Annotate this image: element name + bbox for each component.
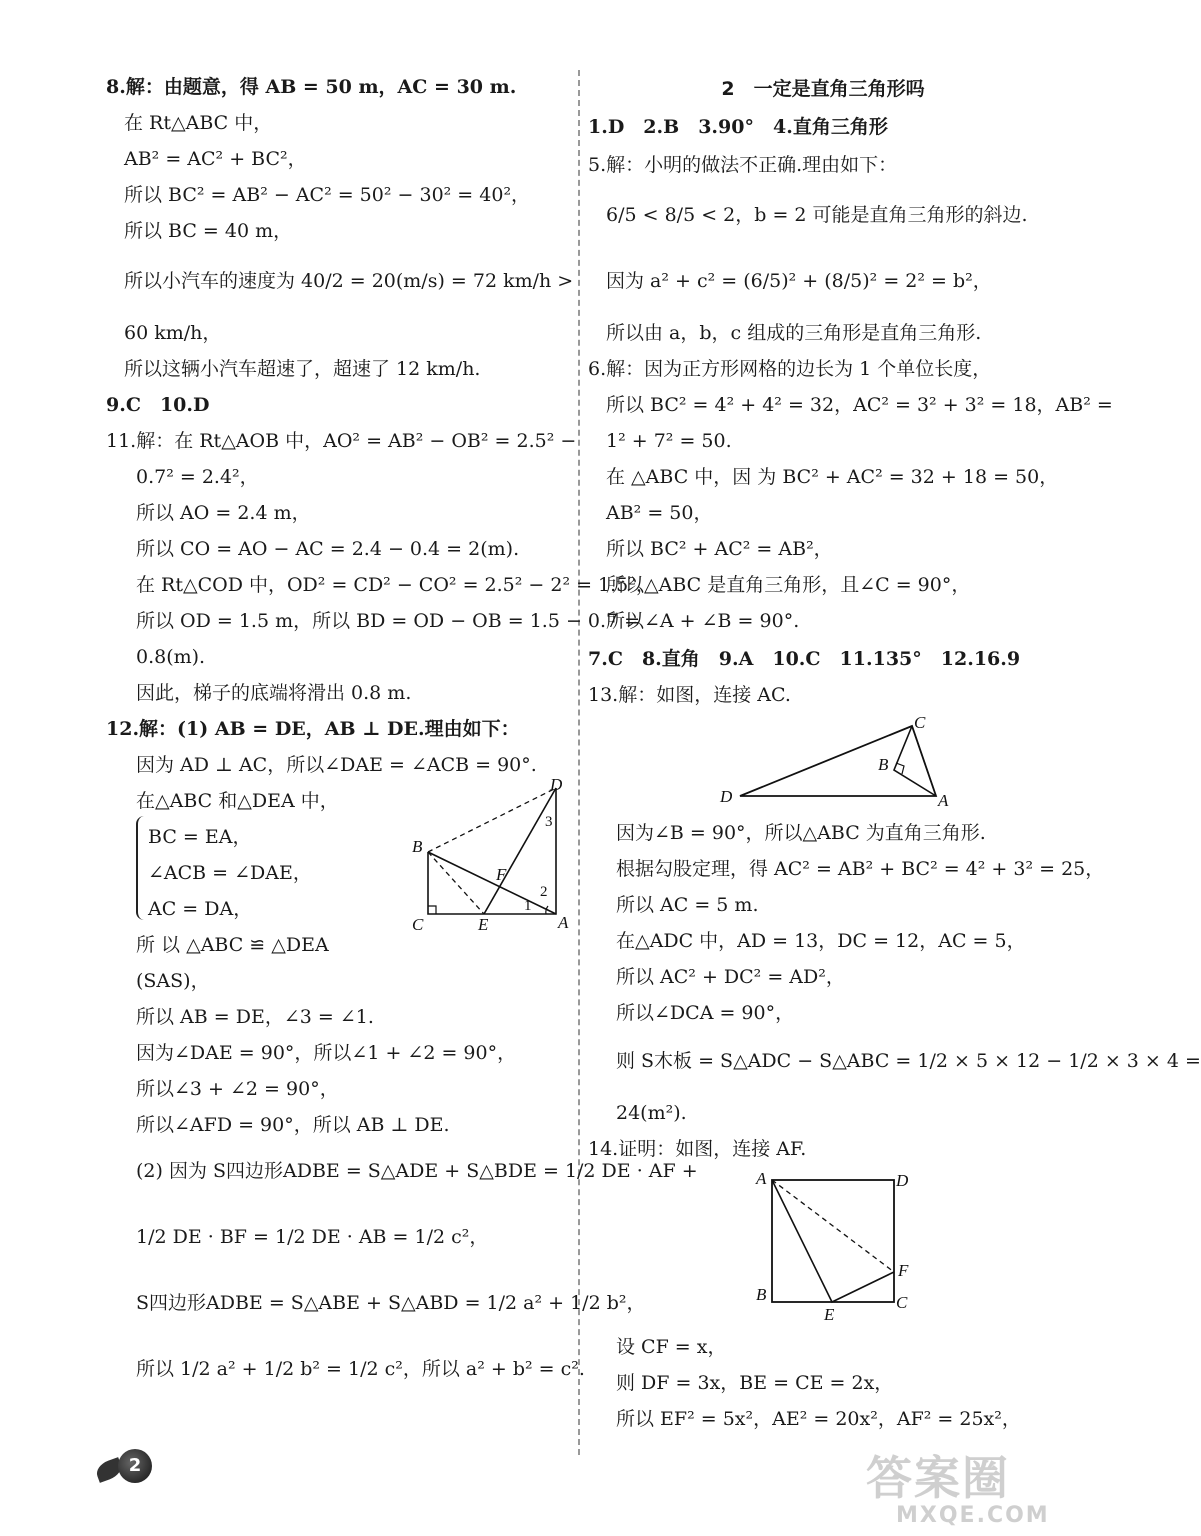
q6-line: 6.解：因为正方形网格的边长为 1 个单位长度， <box>588 358 992 380</box>
fig12-label-b: B <box>412 837 423 856</box>
q11-line: 在 Rt△COD 中，OD² = CD² − CO² = 2.5² − 2² = 1.5²， <box>136 574 655 596</box>
page-number: 2 <box>118 1449 152 1483</box>
q6-line: 所以 BC² = 4² + 4² = 32，AC² = 3² + 3² = 18，AB² = <box>606 394 1113 416</box>
q5-line: 因为 a² + c² = (6/5)² + (8/5)² = 2² = b²， <box>606 270 992 292</box>
q11-line: 0.7² = 2.4²， <box>136 466 259 488</box>
q13-line: 则 S木板 = S△ADC − S△ABC = 1/2 × 5 × 12 − 1/2 × 3 × 4 = <box>616 1050 1201 1072</box>
fig12-label-c: C <box>412 915 424 934</box>
q13-line: 13.解：如图，连接 AC. <box>588 684 791 706</box>
q12-line: 因为∠DAE = 90°，所以∠1 + ∠2 = 90°， <box>136 1042 517 1064</box>
q13-line: 因为∠B = 90°，所以△ABC 为直角三角形. <box>616 822 986 844</box>
fig14-label-d: D <box>896 1171 909 1190</box>
q12-line: 在△ABC 和△DEA 中， <box>136 790 339 812</box>
q8-line: 所以这辆小汽车超速了，超速了 12 km/h. <box>124 358 481 380</box>
q6-line: 所以△ABC 是直角三角形，且∠C = 90°， <box>606 574 971 596</box>
q8-line: 所以小汽车的速度为 40/2 = 20(m/s) = 72 km/h > <box>124 270 574 292</box>
q14-line: 则 DF = 3x，BE = CE = 2x， <box>616 1372 894 1394</box>
q13-line: 在△ADC 中，AD = 13，DC = 12，AC = 5， <box>616 930 1026 952</box>
fig13-label-a: A <box>938 791 949 810</box>
answers-1-4: 1.D 2.B 3.90° 4.直角三角形 <box>588 116 888 138</box>
q5-line: 6/5 < 8/5 < 2，b = 2 可能是直角三角形的斜边. <box>606 204 1028 226</box>
q12-line: 因为 AD ⊥ AC，所以∠DAE = ∠ACB = 90°. <box>136 754 537 776</box>
fig13-label-b: B <box>878 755 889 774</box>
q8-line: 60 km/h， <box>124 322 222 344</box>
q12-system-line: BC = EA， <box>148 826 252 848</box>
column-divider <box>578 70 580 1455</box>
q13-line: 根据勾股定理，得 AC² = AB² + BC² = 4² + 3² = 25， <box>616 858 1105 880</box>
q12-line: 1/2 DE · BF = 1/2 DE · AB = 1/2 c²， <box>136 1226 489 1248</box>
fig12-label-1: 1 <box>524 898 532 914</box>
q6-line: 所以∠A + ∠B = 90°. <box>606 610 800 632</box>
q13-line: 所以 AC = 5 m. <box>616 894 759 916</box>
q6-line: 在 △ABC 中，因 为 BC² + AC² = 32 + 18 = 50， <box>606 466 1059 488</box>
watermark <box>866 1452 1056 1532</box>
q6-line: AB² = 50， <box>606 502 713 524</box>
fig14-label-e: E <box>824 1305 835 1324</box>
q12-line: 所以∠AFD = 90°，所以 AB ⊥ DE. <box>136 1114 450 1136</box>
watermark-logo: 答案圈 <box>866 1451 1010 1505</box>
watermark-url: MXQE.COM <box>896 1503 1050 1528</box>
q9-10-answers: 9.C 10.D <box>106 394 210 416</box>
section-title: 2 一定是直角三角形吗 <box>721 78 925 100</box>
fig12-label-f: F <box>496 865 507 884</box>
system-brace <box>136 816 148 920</box>
q12-line: 所以 AB = DE，∠3 = ∠1. <box>136 1006 374 1028</box>
q13-figure <box>708 714 968 814</box>
q14-line: 14.证明：如图，连接 AF. <box>588 1138 807 1160</box>
q11-line: 所以 OD = 1.5 m，所以 BD = OD − OB = 1.5 − 0.7 = <box>136 610 641 632</box>
fig12-label-2: 2 <box>540 884 548 900</box>
q11-line: 因此，梯子的底端将滑出 0.8 m. <box>136 682 412 704</box>
q8-line: 在 Rt△ABC 中， <box>124 112 273 134</box>
fig14-label-b: B <box>756 1285 767 1304</box>
q12-line: (SAS)， <box>136 970 210 992</box>
q8-line: 所以 BC² = AB² − AC² = 50² − 30² = 40²， <box>124 184 531 206</box>
q5-line: 5.解：小明的做法不正确.理由如下： <box>588 154 898 176</box>
q5-line: 所以由 a，b，c 组成的三角形是直角三角形. <box>606 322 982 344</box>
fig12-label-e: E <box>478 915 489 934</box>
q8-line: 8.解：由题意，得 AB = 50 m，AC = 30 m. <box>106 76 517 98</box>
page-number-badge <box>96 1445 158 1485</box>
q12-line: 所以 1/2 a² + 1/2 b² = 1/2 c²，所以 a² + b² = c². <box>136 1358 585 1380</box>
fig14-label-c: C <box>896 1293 908 1312</box>
q12-system-line: AC = DA， <box>148 898 253 920</box>
q12-line: 所以∠3 + ∠2 = 90°， <box>136 1078 339 1100</box>
fig12-label-d: D <box>550 775 563 794</box>
fig12-label-a: A <box>558 913 569 932</box>
answers-7-12: 7.C 8.直角 9.A 10.C 11.135° 12.16.9 <box>588 648 1021 670</box>
q11-line: 所以 AO = 2.4 m， <box>136 502 311 524</box>
q11-line: 11.解：在 Rt△AOB 中，AO² = AB² − OB² = 2.5² − <box>106 430 577 452</box>
q14-line: 设 CF = x， <box>616 1336 727 1358</box>
q11-line: 0.8(m). <box>136 646 206 668</box>
q12-line: (2) 因为 S四边形ADBE = S△ADE + S△BDE = 1/2 DE · AF + <box>136 1160 698 1182</box>
q13-line: 所以∠DCA = 90°， <box>616 1002 795 1024</box>
fig13-label-d: D <box>720 787 733 806</box>
q6-line: 1² + 7² = 50. <box>606 430 732 452</box>
q12-figure <box>408 775 576 934</box>
q14-line: 所以 EF² = 5x²，AE² = 20x²，AF² = 25x²， <box>616 1408 1021 1430</box>
q13-line: 24(m²). <box>616 1102 687 1124</box>
q12-system-line: ∠ACB = ∠DAE， <box>148 862 312 884</box>
q6-line: 所以 BC² + AC² = AB²， <box>606 538 833 560</box>
q8-line: 所以 BC = 40 m， <box>124 220 293 242</box>
q14-figure <box>748 1168 918 1328</box>
q12-line: 12.解：(1) AB = DE，AB ⊥ DE.理由如下： <box>106 718 520 740</box>
q13-line: 所以 AC² + DC² = AD²， <box>616 966 845 988</box>
fig13-label-c: C <box>914 713 926 732</box>
q12-line: 所 以 △ABC ≌ △DEA <box>136 934 329 956</box>
fig14-label-f: F <box>898 1261 909 1280</box>
fig12-label-3: 3 <box>545 814 553 830</box>
fig14-label-a: A <box>756 1169 767 1188</box>
q8-line: AB² = AC² + BC²， <box>124 148 307 170</box>
q11-line: 所以 CO = AO − AC = 2.4 − 0.4 = 2(m). <box>136 538 520 560</box>
q12-line: S四边形ADBE = S△ABE + S△ABD = 1/2 a² + 1/2 b²， <box>136 1292 646 1314</box>
